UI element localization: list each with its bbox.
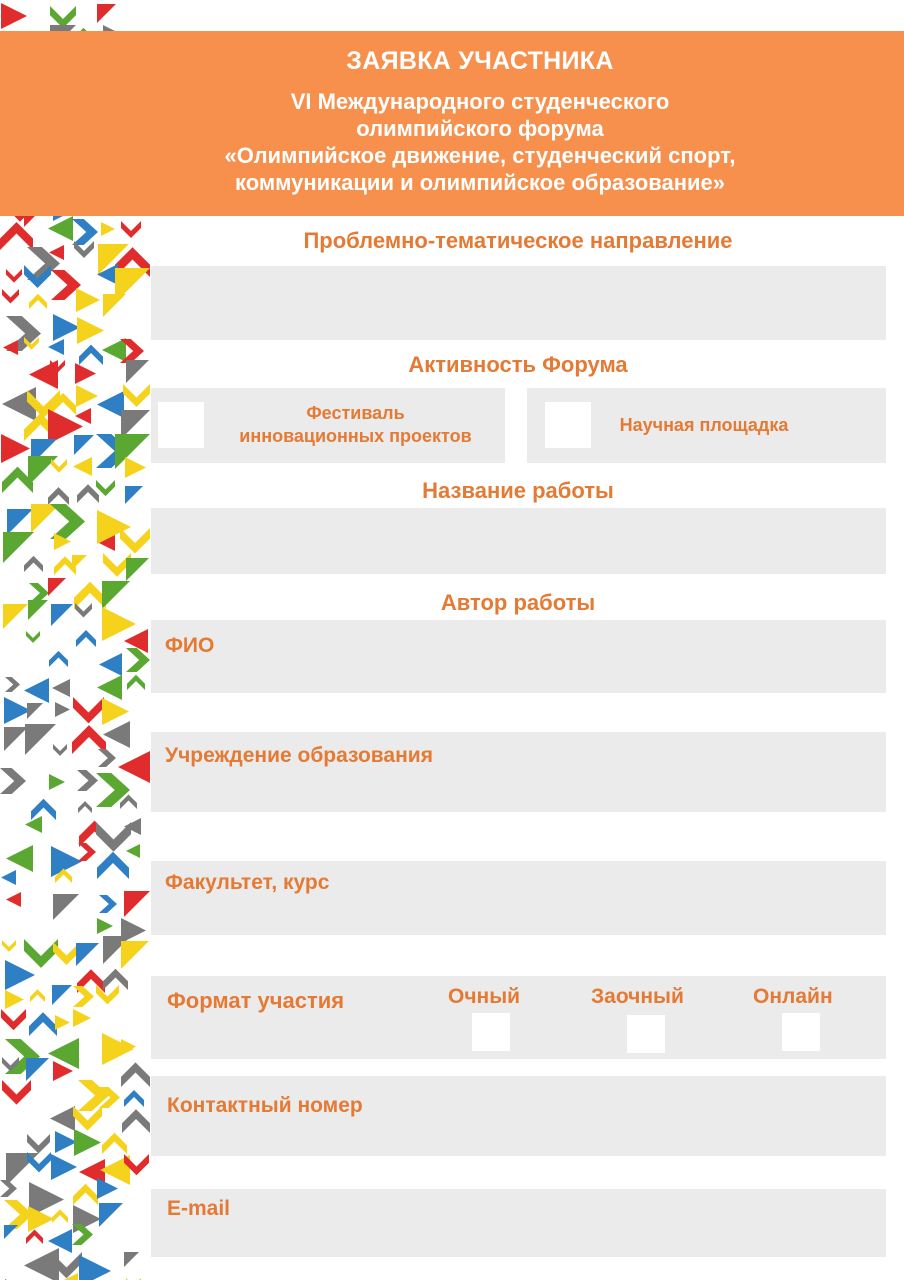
decor-shape	[6, 269, 22, 283]
decor-shape	[73, 986, 94, 1007]
decor-shape	[125, 486, 143, 504]
decor-shape	[77, 770, 98, 791]
decor-shape	[76, 943, 99, 966]
decor-shape	[103, 969, 128, 990]
decor-shape	[0, 768, 26, 794]
activity-option-festival	[151, 388, 505, 463]
decor-shape	[72, 555, 87, 570]
section-title-work: Название работы	[422, 478, 614, 503]
decor-shape	[25, 816, 42, 833]
decor-shape	[103, 721, 130, 748]
decor-shape	[79, 345, 103, 365]
decor-shape	[75, 408, 91, 424]
decor-shape	[24, 556, 43, 572]
decor-shape	[97, 1178, 118, 1199]
decor-shape	[127, 675, 145, 690]
decor-shape	[74, 435, 94, 455]
decor-shape	[2, 940, 16, 952]
decor-shape	[1, 870, 16, 885]
decor-shape	[121, 221, 141, 238]
forum-subtitle	[0, 88, 904, 196]
science-label: Научная площадка	[619, 415, 789, 435]
decor-shape	[97, 675, 122, 700]
decor-shape	[49, 651, 68, 667]
decor-shape	[3, 532, 34, 563]
decor-shape	[30, 989, 45, 1002]
decor-shape	[27, 1134, 50, 1154]
decor-shape	[97, 391, 124, 418]
header-banner	[0, 31, 904, 216]
decor-shape	[122, 1109, 150, 1133]
decor-shape	[52, 1209, 68, 1223]
decor-shape	[124, 1252, 139, 1267]
section-title-author: Автор работы	[440, 590, 596, 615]
decor-shape	[48, 578, 66, 596]
decor-shape	[102, 1133, 127, 1154]
decor-shape	[48, 1229, 72, 1253]
decor-shape	[2, 1080, 31, 1105]
decor-shape	[73, 1009, 91, 1027]
decor-shape	[51, 1154, 77, 1180]
decor-shape	[53, 894, 79, 920]
decor-shape	[48, 339, 64, 355]
format-label: Формат участия	[167, 988, 345, 1013]
festival-label-line: инновационных проектов	[239, 426, 472, 446]
decor-shape	[50, 6, 76, 28]
decor-shape	[55, 702, 70, 717]
decor-shape	[121, 1062, 150, 1087]
decor-shape	[6, 892, 21, 907]
fio-field[interactable]	[151, 620, 886, 693]
work-title-input[interactable]	[151, 508, 886, 574]
email-field[interactable]	[151, 1189, 886, 1257]
phone-label: Контактный номер	[167, 1094, 363, 1117]
decor-shape	[97, 4, 116, 23]
decor-shape	[126, 844, 140, 858]
decor-shape	[99, 653, 122, 676]
decor-shape	[51, 604, 73, 626]
decor-shape	[53, 314, 80, 341]
decor-shape	[72, 219, 98, 245]
decor-shape	[102, 698, 129, 725]
decor-shape	[0, 222, 33, 250]
decor-shape	[103, 294, 126, 317]
decor-shape	[5, 990, 24, 1009]
decor-shape	[51, 459, 67, 473]
faculty-label: Факультет, курс	[165, 871, 330, 894]
decor-shape	[73, 457, 92, 476]
decor-shape	[49, 774, 65, 790]
format-checkbox-fulltime[interactable]	[472, 1013, 510, 1051]
decor-shape	[73, 1205, 101, 1233]
decor-shape	[1, 1009, 26, 1030]
subtitle-line: олимпийского форума	[356, 116, 604, 141]
format-checkbox-correspondence[interactable]	[627, 1015, 665, 1053]
format-checkbox-online[interactable]	[782, 1013, 820, 1051]
festival-label-line: Фестиваль	[306, 403, 405, 423]
decor-shape	[4, 727, 28, 751]
format-option-label: Онлайн	[753, 985, 833, 1008]
science-checkbox[interactable]	[545, 402, 591, 448]
decor-shape	[4, 1225, 18, 1239]
decor-shape	[118, 751, 150, 783]
decor-shape	[29, 1012, 57, 1036]
format-option-label: Заочный	[591, 985, 684, 1008]
decor-shape	[76, 288, 100, 312]
decor-shape	[79, 1255, 111, 1280]
institution-field[interactable]	[151, 732, 886, 812]
decor-shape	[52, 985, 72, 1005]
fio-label: ФИО	[165, 634, 215, 657]
subtitle-line: «Олимпийское движение, студенческий спорт,	[224, 143, 736, 168]
format-option-label: Очный	[448, 985, 521, 1008]
section-title-activity: Активность Форума	[408, 352, 628, 377]
decor-shape	[97, 852, 129, 879]
decor-shape	[125, 457, 146, 478]
decor-shape	[7, 509, 33, 535]
decor-shape	[25, 724, 56, 755]
decor-shape	[76, 630, 96, 647]
festival-checkbox[interactable]	[158, 402, 204, 448]
decor-shape	[6, 1153, 39, 1186]
decor-shape	[28, 600, 48, 620]
decor-shape	[48, 216, 73, 241]
decor-shape	[48, 487, 69, 505]
decor-shape	[102, 338, 126, 362]
decor-shape	[26, 1058, 49, 1081]
decor-shape	[5, 960, 35, 990]
email-label: E-mail	[167, 1197, 231, 1220]
decor-shape	[126, 558, 149, 581]
decor-shape	[96, 985, 119, 1005]
festival-label	[213, 402, 498, 448]
decor-shape	[101, 222, 115, 236]
decor-shape	[48, 1038, 79, 1069]
direction-input[interactable]	[151, 266, 886, 340]
decor-shape	[74, 582, 106, 609]
decor-shape	[97, 918, 113, 934]
decor-shape	[102, 581, 130, 609]
decor-shape	[55, 1015, 70, 1030]
decor-shape	[78, 801, 92, 813]
form-title: ЗАЯВКА УЧАСТНИКА	[346, 47, 614, 75]
faculty-field[interactable]	[151, 861, 886, 935]
decor-shape	[75, 363, 96, 384]
decor-shape	[28, 456, 58, 486]
decor-shape	[78, 843, 96, 861]
decor-shape	[4, 697, 31, 724]
decor-shape	[73, 697, 104, 723]
decor-shape	[77, 317, 104, 344]
activity-option-science	[527, 388, 886, 463]
decor-shape	[124, 891, 150, 917]
decor-shape	[52, 679, 70, 697]
decor-shape	[121, 941, 149, 969]
decor-shape	[1, 3, 27, 29]
decor-shape	[24, 678, 49, 703]
decor-shape	[74, 1129, 101, 1156]
format-field	[151, 976, 886, 1059]
decor-shape	[98, 749, 116, 767]
institution-label: Учреждение образования	[165, 744, 433, 767]
phone-field[interactable]	[151, 1076, 886, 1156]
decor-shape	[3, 604, 28, 629]
decor-shape	[5, 677, 20, 692]
decor-shape	[31, 799, 56, 820]
decor-shape	[50, 1106, 75, 1131]
decor-shape	[0, 1180, 17, 1197]
decor-shape	[77, 484, 99, 503]
subtitle-line: VI Международного студенческого	[290, 89, 670, 114]
decor-shape	[120, 528, 150, 554]
decor-shape	[73, 1184, 98, 1205]
decor-shape	[126, 360, 149, 383]
subtitle-line: коммуникации и олимпийское образование»	[234, 170, 726, 195]
decor-shape	[123, 384, 150, 407]
decor-shape	[24, 939, 58, 968]
decor-shape	[6, 845, 33, 872]
decor-shape	[99, 895, 117, 913]
decor-shape	[76, 385, 98, 407]
section-title-direction: Проблемно-тематическое направление	[303, 228, 733, 253]
decor-shape	[29, 294, 47, 309]
decor-shape	[3, 340, 18, 355]
decor-shape	[26, 631, 40, 643]
decor-shape	[99, 1203, 123, 1227]
decor-shape	[53, 744, 67, 756]
decor-shape	[55, 1131, 77, 1153]
decor-shape	[102, 607, 136, 641]
decor-shape	[96, 480, 115, 496]
decor-shape	[124, 1090, 144, 1107]
decor-shape	[27, 703, 43, 719]
decor-shape	[2, 289, 19, 303]
